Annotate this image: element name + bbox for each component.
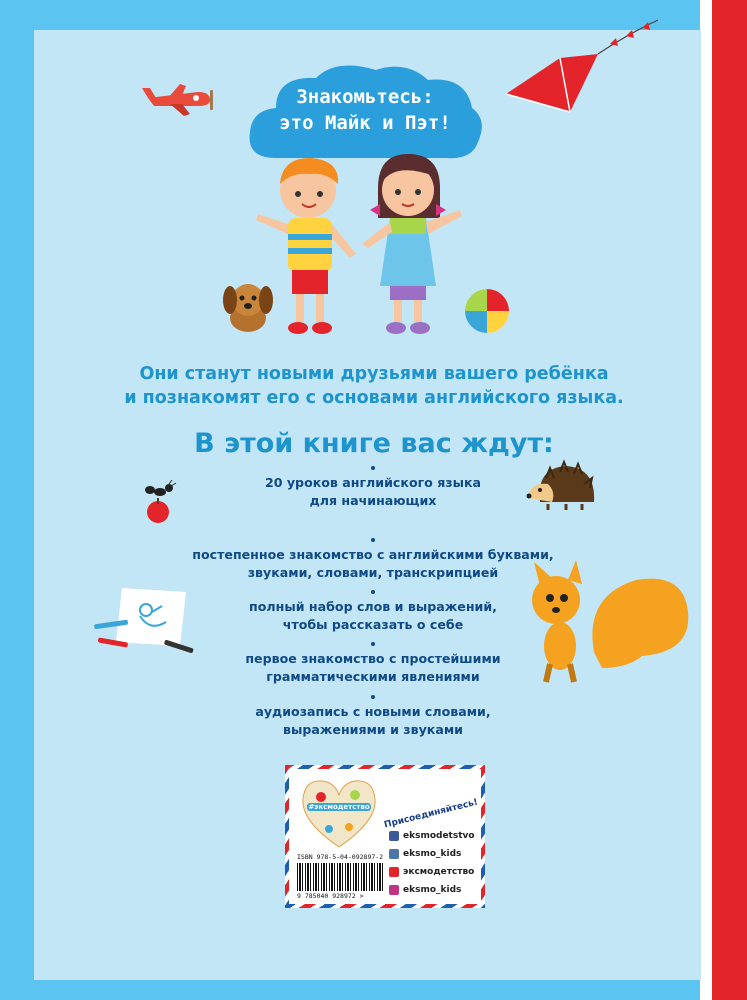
feature-2-line-2: звуками, словами, транскрипцией: [247, 565, 499, 580]
girl-pat-illustration: [356, 148, 468, 338]
vk-icon: [389, 849, 399, 859]
social-row-youtube[interactable]: [389, 865, 485, 879]
feature-item: [150, 538, 596, 582]
beach-ball-illustration: [462, 286, 512, 336]
social-row-facebook[interactable]: [389, 829, 485, 843]
bullet-dot: [371, 466, 375, 470]
bullet-dot: [371, 538, 375, 542]
section-heading: В этой книге вас ждут:: [194, 428, 554, 459]
kite-illustration: [498, 14, 674, 114]
social-row-vk[interactable]: [389, 847, 485, 861]
feature-item: [150, 466, 596, 510]
feature-3-line-1: полный набор слов и выражений,: [249, 599, 497, 614]
isbn-text: ISBN 978-5-04-092897-2: [297, 853, 384, 861]
social-row-instagram[interactable]: [389, 883, 485, 897]
youtube-icon: [389, 867, 399, 877]
intro-text: [60, 362, 688, 410]
spine-white-strip: [700, 0, 712, 1000]
feature-item: [150, 590, 596, 634]
feature-1-line-1: 20 уроков английского языка: [264, 475, 482, 490]
social-label: eksmodetstvo: [403, 831, 475, 841]
bullet-dot: [371, 590, 375, 594]
feature-4-line-2: грамматическими явлениями: [266, 669, 480, 684]
join-text: Присоединяйтесь!: [383, 797, 480, 831]
dog-illustration: [218, 278, 276, 336]
cloud-line-2: это Майк и Пэт!: [279, 112, 451, 134]
cloud-caption: [246, 84, 484, 136]
barcode: [297, 863, 385, 891]
book-spine: [712, 0, 747, 1000]
hashtag-label: #эксмодетство: [308, 803, 370, 811]
social-label: eksmo_kids: [403, 885, 462, 895]
feature-4-line-1: первое знакомство с простейшими: [245, 651, 501, 666]
bullet-dot: [371, 695, 375, 699]
instagram-icon: [389, 885, 399, 895]
feature-2-line-1: постепенное знакомство с английскими буквами,: [192, 547, 554, 562]
barcode-number: 9 785040 928972 >: [297, 892, 364, 900]
facebook-icon: [389, 831, 399, 841]
intro-line-2: и познакомят его с основами английского языка.: [124, 388, 624, 408]
social-label: эксмодетство: [403, 867, 475, 877]
feature-3-line-2: чтобы рассказать о себе: [282, 617, 464, 632]
feature-item: [150, 642, 596, 686]
social-links: [389, 829, 485, 901]
publisher-sticker: [285, 765, 485, 908]
airplane-illustration: [140, 78, 216, 122]
feature-5-line-1: аудиозапись с новыми словами,: [255, 704, 491, 719]
feature-1-line-2: для начинающих: [309, 493, 437, 508]
bullet-dot: [371, 642, 375, 646]
heart-logo-icon: [299, 777, 379, 849]
feature-5-line-2: выражениями и звуками: [283, 722, 463, 737]
social-label: eksmo_kids: [403, 849, 462, 859]
intro-line-1: Они станут новыми друзьями вашего ребёнка: [139, 364, 609, 384]
cloud-line-1: Знакомьтесь:: [296, 86, 434, 108]
feature-item: [150, 695, 596, 739]
